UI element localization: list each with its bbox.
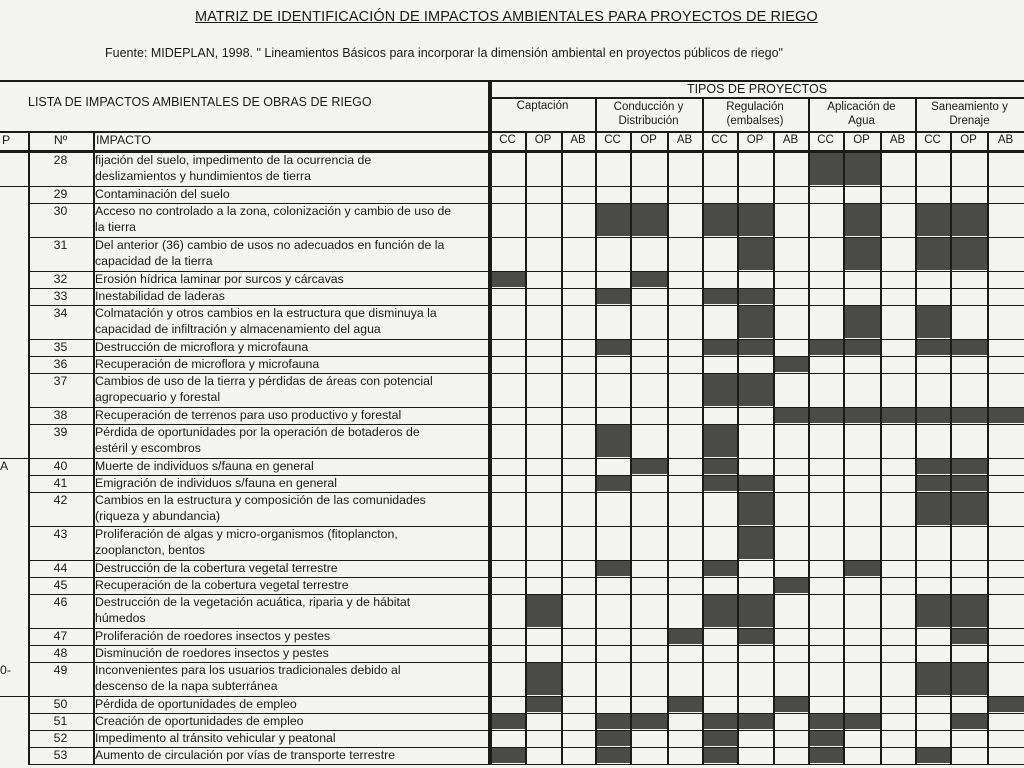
matrix-cell-marked bbox=[596, 475, 630, 491]
impact-description: Proliferación de algas y micro-organismos (fitoplancton, bbox=[95, 526, 398, 541]
impact-description: Acceso no controlado a la zona, colonización y cambio de uso de bbox=[95, 203, 452, 218]
col-rule bbox=[737, 131, 739, 764]
matrix-cell-marked bbox=[703, 424, 737, 457]
rule-types bbox=[490, 97, 1024, 99]
matrix-cell-marked bbox=[596, 424, 630, 457]
matrix-cell-marked bbox=[774, 577, 808, 593]
impact-description: (riqueza y abundancia) bbox=[95, 509, 221, 523]
impact-number: 52 bbox=[53, 730, 68, 745]
impact-description: Del anterior (36) cambio de usos no adecuados en función de la bbox=[95, 237, 445, 252]
matrix-cell-marked bbox=[703, 288, 737, 304]
matrix-cell-marked bbox=[916, 492, 950, 525]
group-label-0: Captación bbox=[516, 100, 569, 112]
matrix-cell-marked bbox=[916, 475, 950, 491]
impact-number: 45 bbox=[53, 577, 68, 592]
impact-number: 49 bbox=[53, 662, 68, 677]
matrix-cell-marked bbox=[631, 203, 667, 236]
matrix-cell-marked bbox=[526, 662, 561, 695]
row-rule bbox=[28, 764, 1024, 766]
matrix-cell-marked bbox=[809, 747, 843, 763]
subcol-label: OP bbox=[960, 134, 977, 146]
matrix-cell-marked bbox=[738, 475, 773, 491]
matrix-cell-marked bbox=[951, 203, 987, 236]
matrix-cell-marked bbox=[596, 288, 630, 304]
matrix-cell-marked bbox=[951, 492, 987, 525]
matrix-cell-marked bbox=[738, 713, 773, 729]
col-rule bbox=[525, 131, 527, 764]
col-rule bbox=[950, 131, 952, 764]
subcol-label: CC bbox=[817, 134, 834, 146]
group-label-1: Distribución bbox=[618, 115, 679, 127]
matrix-cell-marked bbox=[596, 713, 630, 729]
matrix-cell-marked bbox=[596, 560, 630, 576]
impact-description: Inestabilidad de laderas bbox=[95, 288, 225, 303]
impact-description: capacidad de la tierra bbox=[95, 254, 213, 268]
matrix-cell-marked bbox=[916, 662, 950, 695]
matrix-cell-marked bbox=[951, 594, 987, 627]
impact-number: 30 bbox=[53, 203, 68, 218]
impact-number: 33 bbox=[53, 288, 68, 303]
matrix-cell-marked bbox=[631, 713, 667, 729]
impact-description: la tierra bbox=[95, 220, 137, 234]
impact-number: 29 bbox=[53, 186, 68, 201]
group-label-3: Agua bbox=[848, 115, 875, 127]
matrix-cell-marked bbox=[809, 152, 843, 185]
matrix-cell-marked bbox=[916, 594, 950, 627]
impact-description: Proliferación de roedores insectos y pestes bbox=[95, 628, 331, 643]
col-rule bbox=[561, 131, 563, 764]
col-rule bbox=[488, 80, 490, 764]
subcol-label: CC bbox=[604, 134, 621, 146]
matrix-cell-marked bbox=[809, 730, 843, 746]
group-label-1: Conducción y bbox=[613, 101, 684, 113]
col-rule bbox=[28, 131, 30, 764]
matrix-cell-marked bbox=[881, 407, 915, 423]
impact-number: 41 bbox=[53, 475, 68, 490]
subcol-label: CC bbox=[924, 134, 941, 146]
matrix-cell-marked bbox=[951, 628, 987, 644]
matrix-cell-marked bbox=[844, 305, 880, 338]
impact-description: agropecuario y forestal bbox=[95, 390, 221, 404]
col-rule bbox=[987, 131, 989, 764]
matrix-cell-marked bbox=[916, 747, 950, 763]
subcol-label: OP bbox=[640, 134, 657, 146]
matrix-cell-marked bbox=[738, 373, 773, 406]
impact-description: Destrucción de la vegetación acuática, riparia y de hábitat bbox=[95, 594, 411, 609]
impact-number: 35 bbox=[53, 339, 68, 354]
matrix-cell-marked bbox=[596, 747, 630, 763]
matrix-cell-marked bbox=[631, 458, 667, 474]
group-rule bbox=[808, 97, 810, 764]
impact-number: 53 bbox=[53, 747, 68, 762]
impact-number: 36 bbox=[53, 356, 68, 371]
side-mark: 0- bbox=[0, 662, 11, 677]
matrix-cell-marked bbox=[738, 339, 773, 355]
matrix-cell-marked bbox=[844, 560, 880, 576]
matrix-cell-marked bbox=[988, 407, 1024, 423]
matrix-cell-marked bbox=[738, 237, 773, 270]
subcol-label: OP bbox=[534, 134, 552, 146]
matrix-cell-marked bbox=[668, 628, 702, 644]
list-title: LISTA DE IMPACTOS AMBIENTALES DE OBRAS DE RIEGO bbox=[28, 95, 372, 109]
col-rule bbox=[667, 131, 669, 764]
matrix-cell-marked bbox=[703, 373, 737, 406]
col-impact-header: IMPACTO bbox=[96, 133, 151, 147]
group-rule bbox=[0, 186, 28, 188]
matrix-cell-marked bbox=[951, 339, 987, 355]
impact-description: Recuperación de microflora y microfauna bbox=[95, 356, 320, 371]
matrix-cell-marked bbox=[703, 747, 737, 763]
impact-description: Disminución de roedores insectos y pestes bbox=[95, 645, 329, 660]
matrix-cell-marked bbox=[774, 407, 808, 423]
impact-number: 43 bbox=[53, 526, 68, 541]
document-title: MATRIZ DE IDENTIFICACIÓN DE IMPACTOS AMBIENTALES PARA PROYECTOS DE RIEGO bbox=[195, 9, 818, 25]
matrix-cell-marked bbox=[844, 237, 880, 270]
matrix-cell-marked bbox=[916, 339, 950, 355]
matrix-cell-marked bbox=[491, 713, 525, 729]
col-rule bbox=[490, 80, 492, 764]
subcol-label: OP bbox=[746, 134, 764, 146]
impact-description: Muerte de individuos s/fauna en general bbox=[95, 458, 314, 473]
matrix-cell-marked bbox=[596, 730, 630, 746]
matrix-cell-marked bbox=[774, 696, 808, 712]
impact-description: húmedos bbox=[95, 611, 146, 625]
impact-description: Emigración de individuos s/fauna en general bbox=[95, 475, 337, 490]
matrix-cell-marked bbox=[668, 696, 702, 712]
matrix-cell-marked bbox=[951, 713, 987, 729]
matrix-cell-marked bbox=[916, 407, 950, 423]
impact-number: 42 bbox=[53, 492, 68, 507]
matrix-cell-marked bbox=[596, 339, 630, 355]
impact-number: 44 bbox=[53, 560, 68, 575]
matrix-cell-marked bbox=[916, 458, 950, 474]
matrix-cell-marked bbox=[738, 288, 773, 304]
group-rule bbox=[0, 458, 28, 460]
matrix-cell-marked bbox=[774, 356, 808, 372]
matrix-cell-marked bbox=[703, 594, 737, 627]
group-label-4: Drenaje bbox=[949, 115, 990, 127]
matrix-cell-marked bbox=[951, 662, 987, 695]
matrix-cell-marked bbox=[703, 560, 737, 576]
matrix-cell-marked bbox=[526, 696, 561, 712]
subcol-label: OP bbox=[853, 134, 870, 146]
group-rule bbox=[915, 97, 917, 764]
matrix-cell-marked bbox=[491, 271, 525, 287]
matrix-cell-marked bbox=[703, 730, 737, 746]
matrix-cell-marked bbox=[703, 475, 737, 491]
impact-number: 48 bbox=[53, 645, 68, 660]
side-mark: A bbox=[0, 458, 9, 473]
subcol-label: AB bbox=[782, 134, 799, 146]
col-rule bbox=[630, 131, 632, 764]
subcol-label: AB bbox=[570, 134, 586, 146]
impact-description: Creación de oportunidades de empleo bbox=[95, 713, 304, 728]
group-rule bbox=[702, 97, 704, 764]
subcol-label: CC bbox=[711, 134, 728, 146]
group-rule bbox=[0, 696, 28, 698]
impact-description: Erosión hídrica laminar por surcos y cárcavas bbox=[95, 271, 344, 286]
matrix-cell-marked bbox=[844, 339, 880, 355]
col-rule bbox=[773, 131, 775, 764]
impact-number: 40 bbox=[53, 458, 68, 473]
group-label-4: Saneamiento y bbox=[931, 101, 1008, 113]
matrix-cell-marked bbox=[916, 305, 950, 338]
matrix-cell-marked bbox=[988, 696, 1024, 712]
rule-header bbox=[0, 131, 1024, 133]
matrix-cell-marked bbox=[703, 339, 737, 355]
impact-description: Pérdida de oportunidades por la operación de botaderos de bbox=[95, 424, 420, 439]
matrix-cell-marked bbox=[703, 203, 737, 236]
impact-description: Inconvenientes para los usuarios tradicionales debido al bbox=[95, 662, 401, 677]
impact-number: 28 bbox=[53, 152, 68, 167]
matrix-cell-marked bbox=[738, 305, 773, 338]
matrix-cell-marked bbox=[738, 628, 773, 644]
matrix-cell-marked bbox=[703, 458, 737, 474]
impact-number: 38 bbox=[53, 407, 68, 422]
impact-number: 39 bbox=[53, 424, 68, 439]
impact-number: 31 bbox=[53, 237, 68, 252]
subcol-label: AB bbox=[997, 134, 1014, 146]
matrix-cell-marked bbox=[809, 713, 843, 729]
impact-description: zooplancton, bentos bbox=[95, 543, 206, 557]
col-rule bbox=[843, 131, 845, 764]
impact-description: Cambios de uso de la tierra y pérdidas de áreas con potencial bbox=[95, 373, 433, 388]
matrix-cell-marked bbox=[809, 339, 843, 355]
col-rule bbox=[93, 131, 95, 764]
impact-number: 34 bbox=[53, 305, 68, 320]
matrix-cell-marked bbox=[844, 407, 880, 423]
impact-description: Contaminación del suelo bbox=[95, 186, 230, 201]
impact-number: 47 bbox=[53, 628, 68, 643]
matrix-cell-marked bbox=[951, 475, 987, 491]
subcol-label: AB bbox=[889, 134, 906, 146]
matrix-cell-marked bbox=[844, 203, 880, 236]
matrix-cell-marked bbox=[951, 458, 987, 474]
impact-description: Colmatación y otros cambios en la estructura que disminuya la bbox=[95, 305, 437, 320]
impact-description: fijación del suelo, impedimento de la ocurrencia de bbox=[95, 152, 372, 167]
matrix-cell-marked bbox=[844, 152, 880, 185]
col-num-header: Nº bbox=[53, 133, 68, 147]
group-label-3: Aplicación de bbox=[827, 101, 896, 113]
matrix-cell-marked bbox=[631, 271, 667, 287]
impact-description: Cambios en la estructura y composición de las comunidades bbox=[95, 492, 426, 507]
impact-description: Pérdida de oportunidades de empleo bbox=[95, 696, 297, 711]
impact-description: Recuperación de la cobertura vegetal terrestre bbox=[95, 577, 349, 592]
matrix-cell-marked bbox=[844, 713, 880, 729]
impact-description: Aumento de circulación por vías de transporte terrestre bbox=[95, 747, 396, 762]
matrix-cell-marked bbox=[738, 594, 773, 627]
matrix-cell-marked bbox=[916, 203, 950, 236]
matrix-cell-marked bbox=[738, 203, 773, 236]
impact-description: Destrucción de la cobertura vegetal terrestre bbox=[95, 560, 338, 575]
col-p-header: P bbox=[2, 133, 11, 147]
rule-header-bottom bbox=[0, 152, 1024, 154]
impact-description: Recuperación de terrenos para uso productivo y forestal bbox=[95, 407, 402, 422]
matrix-cell-marked bbox=[738, 526, 773, 559]
matrix-cell-marked bbox=[951, 237, 987, 270]
group-label-2: (embalses) bbox=[726, 115, 784, 127]
matrix-cell-marked bbox=[916, 237, 950, 270]
impact-number: 37 bbox=[53, 373, 68, 388]
impact-description: Destrucción de microflora y microfauna bbox=[95, 339, 309, 354]
matrix-cell-marked bbox=[526, 594, 561, 627]
impact-description: capacidad de infiltración y almacenamiento del agua bbox=[95, 322, 381, 336]
impact-number: 46 bbox=[53, 594, 68, 609]
subcol-label: AB bbox=[676, 134, 693, 146]
types-title: TIPOS DE PROYECTOS bbox=[686, 82, 828, 96]
impact-description: deslizamientos y hundimientos de tierra bbox=[95, 169, 311, 183]
impact-description: Impedimento al tránsito vehicular y peatonal bbox=[95, 730, 336, 745]
rule-top bbox=[0, 80, 1024, 82]
matrix-cell-marked bbox=[951, 407, 987, 423]
source-citation: Fuente: MIDEPLAN, 1998. " Lineamientos Básicos para incorporar la dimensión ambiental en proyectos públicos de riego" bbox=[105, 46, 783, 60]
matrix-cell-marked bbox=[809, 407, 843, 423]
impact-number: 50 bbox=[53, 696, 68, 711]
col-rule bbox=[880, 131, 882, 764]
impact-number: 32 bbox=[53, 271, 68, 286]
impact-number: 51 bbox=[53, 713, 68, 728]
matrix-cell-marked bbox=[596, 203, 630, 236]
group-label-2: Regulación bbox=[726, 101, 784, 113]
matrix-cell-marked bbox=[703, 713, 737, 729]
matrix-cell-marked bbox=[491, 747, 525, 763]
impact-description: descenso de la napa subterránea bbox=[95, 679, 278, 693]
matrix-cell-marked bbox=[738, 492, 773, 525]
impact-description: estéril y escombros bbox=[95, 441, 201, 455]
subcol-label: CC bbox=[499, 134, 516, 146]
group-rule bbox=[595, 97, 597, 764]
